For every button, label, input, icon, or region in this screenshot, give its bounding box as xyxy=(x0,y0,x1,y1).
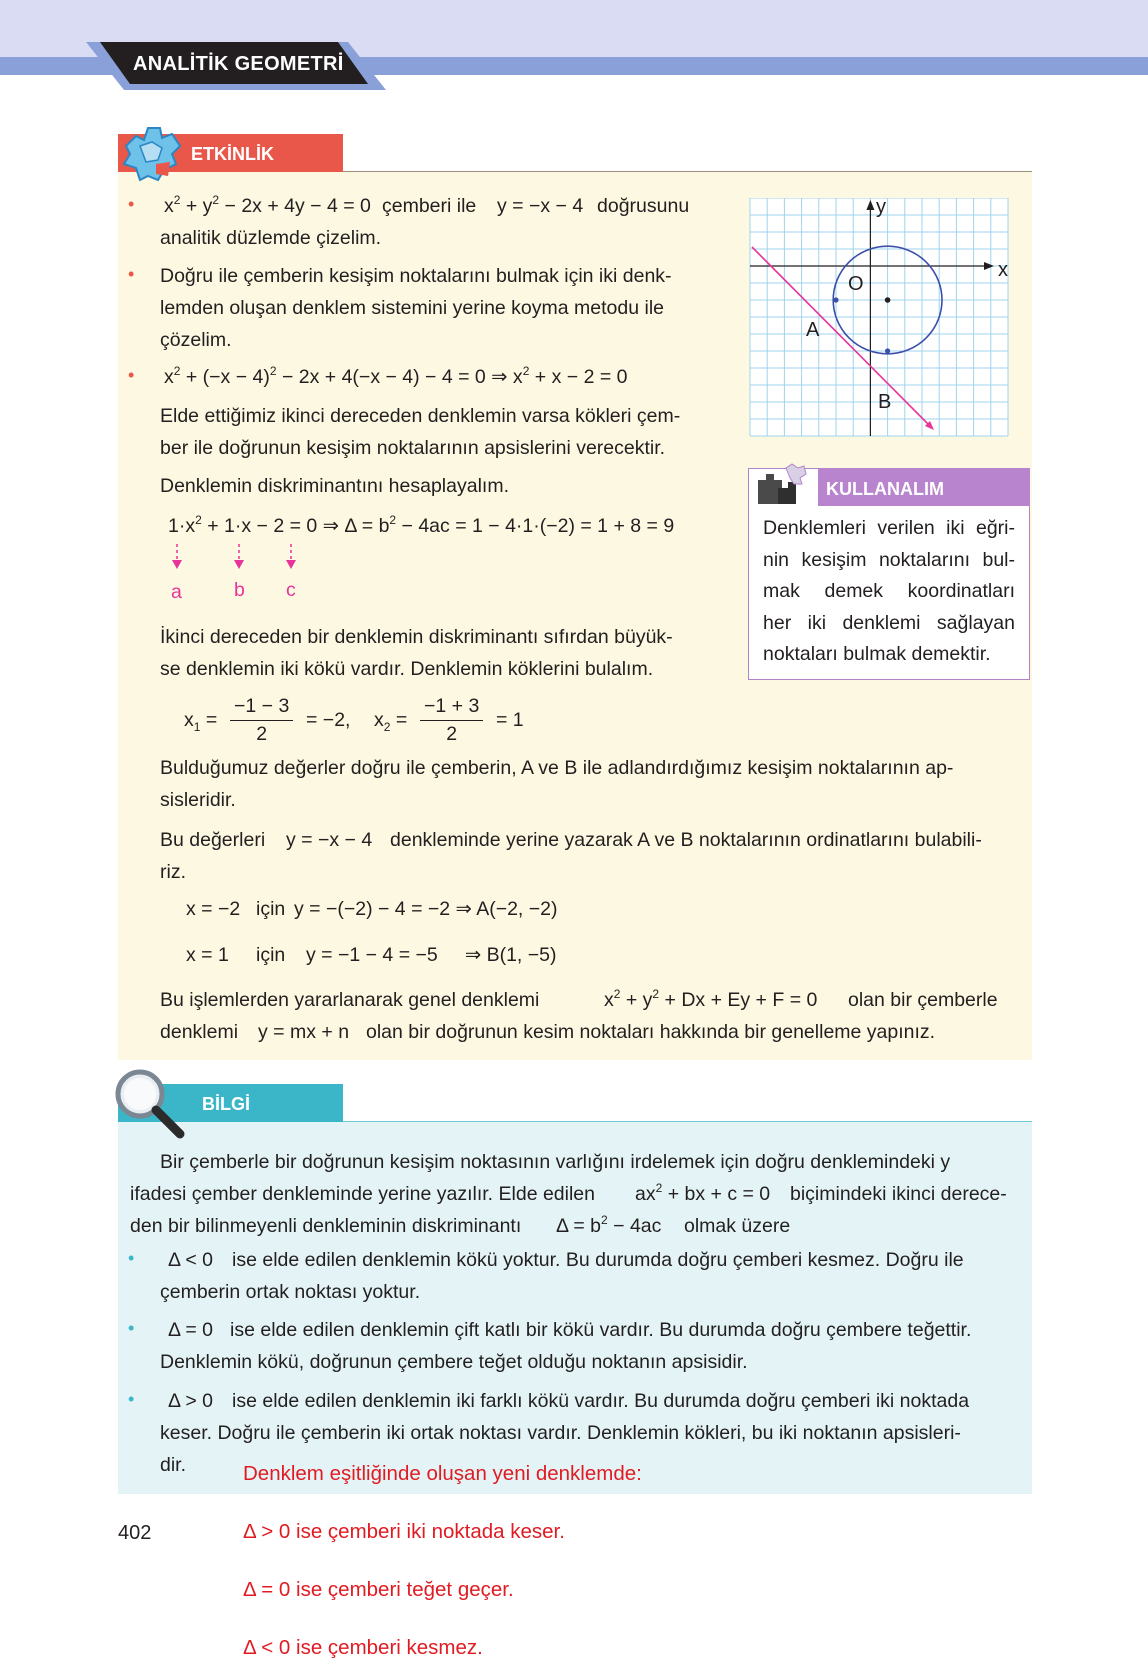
x2-result: = 1 xyxy=(496,709,524,731)
x1-label: $x_1$ = xyxy=(184,709,218,734)
bilgi-label: BİLGİ xyxy=(202,1094,250,1114)
x1-denominator: 2 xyxy=(256,723,268,745)
text-line: Denklemin diskriminantını hesaplayalım. xyxy=(160,475,509,497)
chapter-title: ANALİTİK GEOMETRİ xyxy=(133,53,344,75)
page-number: 402 xyxy=(118,1522,152,1544)
bullet: • xyxy=(128,194,135,214)
text-line: ber ile doğrunun kesişim noktalarının apsislerini verecektir. xyxy=(160,437,666,459)
bullet: • xyxy=(128,1248,135,1268)
coefficient-c: c xyxy=(286,579,296,601)
text-line: Bu işlemlerden yararlanarak genel denklemi xyxy=(160,989,540,1011)
text-line: doğrusunu xyxy=(597,195,690,217)
x-value: x = 1 xyxy=(186,944,229,966)
annotation-line: Denklem eşitliğinde oluşan yeni denklemde: xyxy=(243,1462,642,1485)
bilgi-line: Bir çemberle bir doğrunun kesişim noktasının varlığını irdelemek için doğru denklemindeki y xyxy=(160,1151,951,1173)
etkinlik-divider xyxy=(340,171,1032,172)
discriminant-formula: $\Delta = b^2 - 4ac$ xyxy=(556,1213,662,1237)
annotation-line: Δ = 0 ise çemberi teğet geçer. xyxy=(243,1578,514,1601)
text-line: sisleridir. xyxy=(160,789,236,811)
magnifier-icon xyxy=(112,1066,186,1140)
line-equation: y = −x − 4 xyxy=(497,195,584,217)
puzzle-pieces-icon xyxy=(756,462,808,506)
point-label-b: B xyxy=(878,391,892,413)
text-line: olan bir doğrunun kesim noktaları hakkında bir genelleme yapınız. xyxy=(366,1021,936,1043)
origin-label: O xyxy=(848,273,864,295)
coefficient-b: b xyxy=(234,579,245,601)
text-line: olan bir çemberle xyxy=(848,989,998,1011)
delta-negative: Δ < 0 xyxy=(168,1249,214,1271)
kullanalim-line: mak demek koordinatları xyxy=(763,580,1015,602)
kullanalim-line: her iki denklemi sağlayan xyxy=(763,611,1015,634)
general-circle-equation: $x^2 + y^2 + Dx + Ey + F = 0$ xyxy=(604,987,818,1011)
text-line: analitik düzlemde çizelim. xyxy=(160,227,382,249)
bilgi-line: ise elde edilen denklemin iki farklı kökü vardır. Bu durumda doğru çemberi iki noktada xyxy=(232,1390,970,1412)
x1-result: = −2, xyxy=(306,709,351,731)
x2-denominator: 2 xyxy=(446,723,458,745)
bilgi-divider xyxy=(340,1121,1032,1122)
x2-numerator: −1 + 3 xyxy=(420,696,483,721)
kullanalim-label: KULLANALIM xyxy=(826,479,944,499)
kullanalim-line: Denklemleri verilen iki eğri- xyxy=(763,517,1015,539)
x-value: x = −2 xyxy=(186,898,241,920)
kullanalim-line: nin kesişim noktalarını bul- xyxy=(763,548,1015,571)
line-equation: y = −x − 4 xyxy=(286,829,373,851)
text-line: Doğru ile çemberin kesişim noktalarını bulmak için iki denk- xyxy=(160,265,672,287)
ordinate-calc-a: y = −(−2) − 4 = −2 ⇒ A(−2, −2) xyxy=(294,898,558,920)
point-label-a: A xyxy=(806,319,820,341)
bilgi-line: çemberin ortak noktası yoktur. xyxy=(160,1281,421,1303)
general-line-equation: y = mx + n xyxy=(258,1021,350,1043)
axis-label-x: x xyxy=(998,259,1008,281)
text-line: için xyxy=(256,944,286,966)
bilgi-line: den bir bilinmeyenli denkleminin diskriminantı xyxy=(130,1215,522,1237)
annotation-line: Δ > 0 ise çemberi iki noktada keser. xyxy=(243,1520,565,1543)
text-line: Bulduğumuz değerler doğru ile çemberin, A ve B ile adlandırdığımız kesişim noktalarının ap- xyxy=(160,757,954,779)
ordinate-calc-b: y = −1 − 4 = −5 ⇒ B(1, −5) xyxy=(306,944,557,966)
text-line: çemberi ile xyxy=(382,195,477,217)
text-line: denkleminde yerine yazarak A ve B noktalarının ordinatlarını bulabili- xyxy=(390,829,982,851)
text-line: lemden oluşan denklem sistemini yerine koyma metodu ile xyxy=(160,297,664,319)
text-line: İkinci dereceden bir denklemin diskriminantı sıfırdan büyük- xyxy=(160,626,673,648)
text-line: Bu değerleri xyxy=(160,829,266,851)
text-line: çözelim. xyxy=(160,329,232,351)
bilgi-line: ise elde edilen denklemin çift katlı bir kökü vardır. Bu durumda doğru çembere teğettir. xyxy=(230,1319,972,1341)
bullet: • xyxy=(128,1389,135,1409)
quadratic-form: $ax^2$ + bx + c = 0 xyxy=(635,1181,771,1205)
text-line: Elde ettiğimiz ikinci dereceden denklemin varsa kökleri çem- xyxy=(160,405,681,427)
delta-zero: Δ = 0 xyxy=(168,1319,214,1341)
puzzle-icon xyxy=(118,122,184,182)
annotation-line: Δ < 0 ise çemberi kesmez. xyxy=(243,1636,483,1659)
coefficient-arrows xyxy=(160,542,300,572)
text-line: için xyxy=(256,898,286,920)
x2-fraction xyxy=(420,696,483,744)
bilgi-line: ifadesi çember denkleminde yerine yazılır. Elde edilen xyxy=(130,1183,596,1205)
kullanalim-line: noktaları bulmak demektir. xyxy=(763,643,991,665)
x2-label: $x_2$ = xyxy=(374,709,408,734)
bilgi-line: keser. Doğru ile çemberin iki ortak noktası vardır. Denklemin kökleri, bu iki noktanın apsisleri- xyxy=(160,1422,961,1444)
text-line: se denklemin iki kökü vardır. Denklemin köklerini bulalım. xyxy=(160,658,654,680)
axis-label-y: y xyxy=(876,196,886,218)
bilgi-line: Denklemin kökü, doğrunun çembere teğet olduğu noktanın apsisidir. xyxy=(160,1351,748,1373)
circle-equation: $x^2 + y^2 - 2x + 4y - 4 = 0$ xyxy=(164,193,371,217)
bilgi-line: ise elde edilen denklemin kökü yoktur. Bu durumda doğru çemberi kesmez. Doğru ile xyxy=(232,1249,964,1271)
bilgi-line: biçimindeki ikinci derece- xyxy=(790,1183,1007,1205)
discriminant-equation: $1\cdot x^2 + 1\cdot x - 2 = 0$ ⇒ $\Delta = b^2 - 4ac = 1 - 4\cdot 1\cdot(-2) = 1 + 8 = 9$ xyxy=(168,513,675,537)
substitution-equation: $x^2 + (-x - 4)^2 - 2x + 4(-x - 4) - 4 = 0$ ⇒ $x^2 + x - 2 = 0$ xyxy=(164,364,628,388)
bilgi-line: dir. xyxy=(160,1454,187,1476)
bilgi-line: olmak üzere xyxy=(684,1215,791,1237)
delta-positive: Δ > 0 xyxy=(168,1390,214,1412)
bullet: • xyxy=(128,264,135,284)
kullanalim-text xyxy=(763,513,1015,671)
x1-fraction xyxy=(230,696,293,744)
bullet: • xyxy=(128,365,135,385)
text-line: riz. xyxy=(160,861,186,883)
text-line: denklemi xyxy=(160,1021,239,1043)
etkinlik-label: ETKİNLİK xyxy=(191,144,274,164)
bullet: • xyxy=(128,1318,135,1338)
coefficient-a: a xyxy=(171,581,182,603)
x1-numerator: −1 − 3 xyxy=(230,696,293,721)
